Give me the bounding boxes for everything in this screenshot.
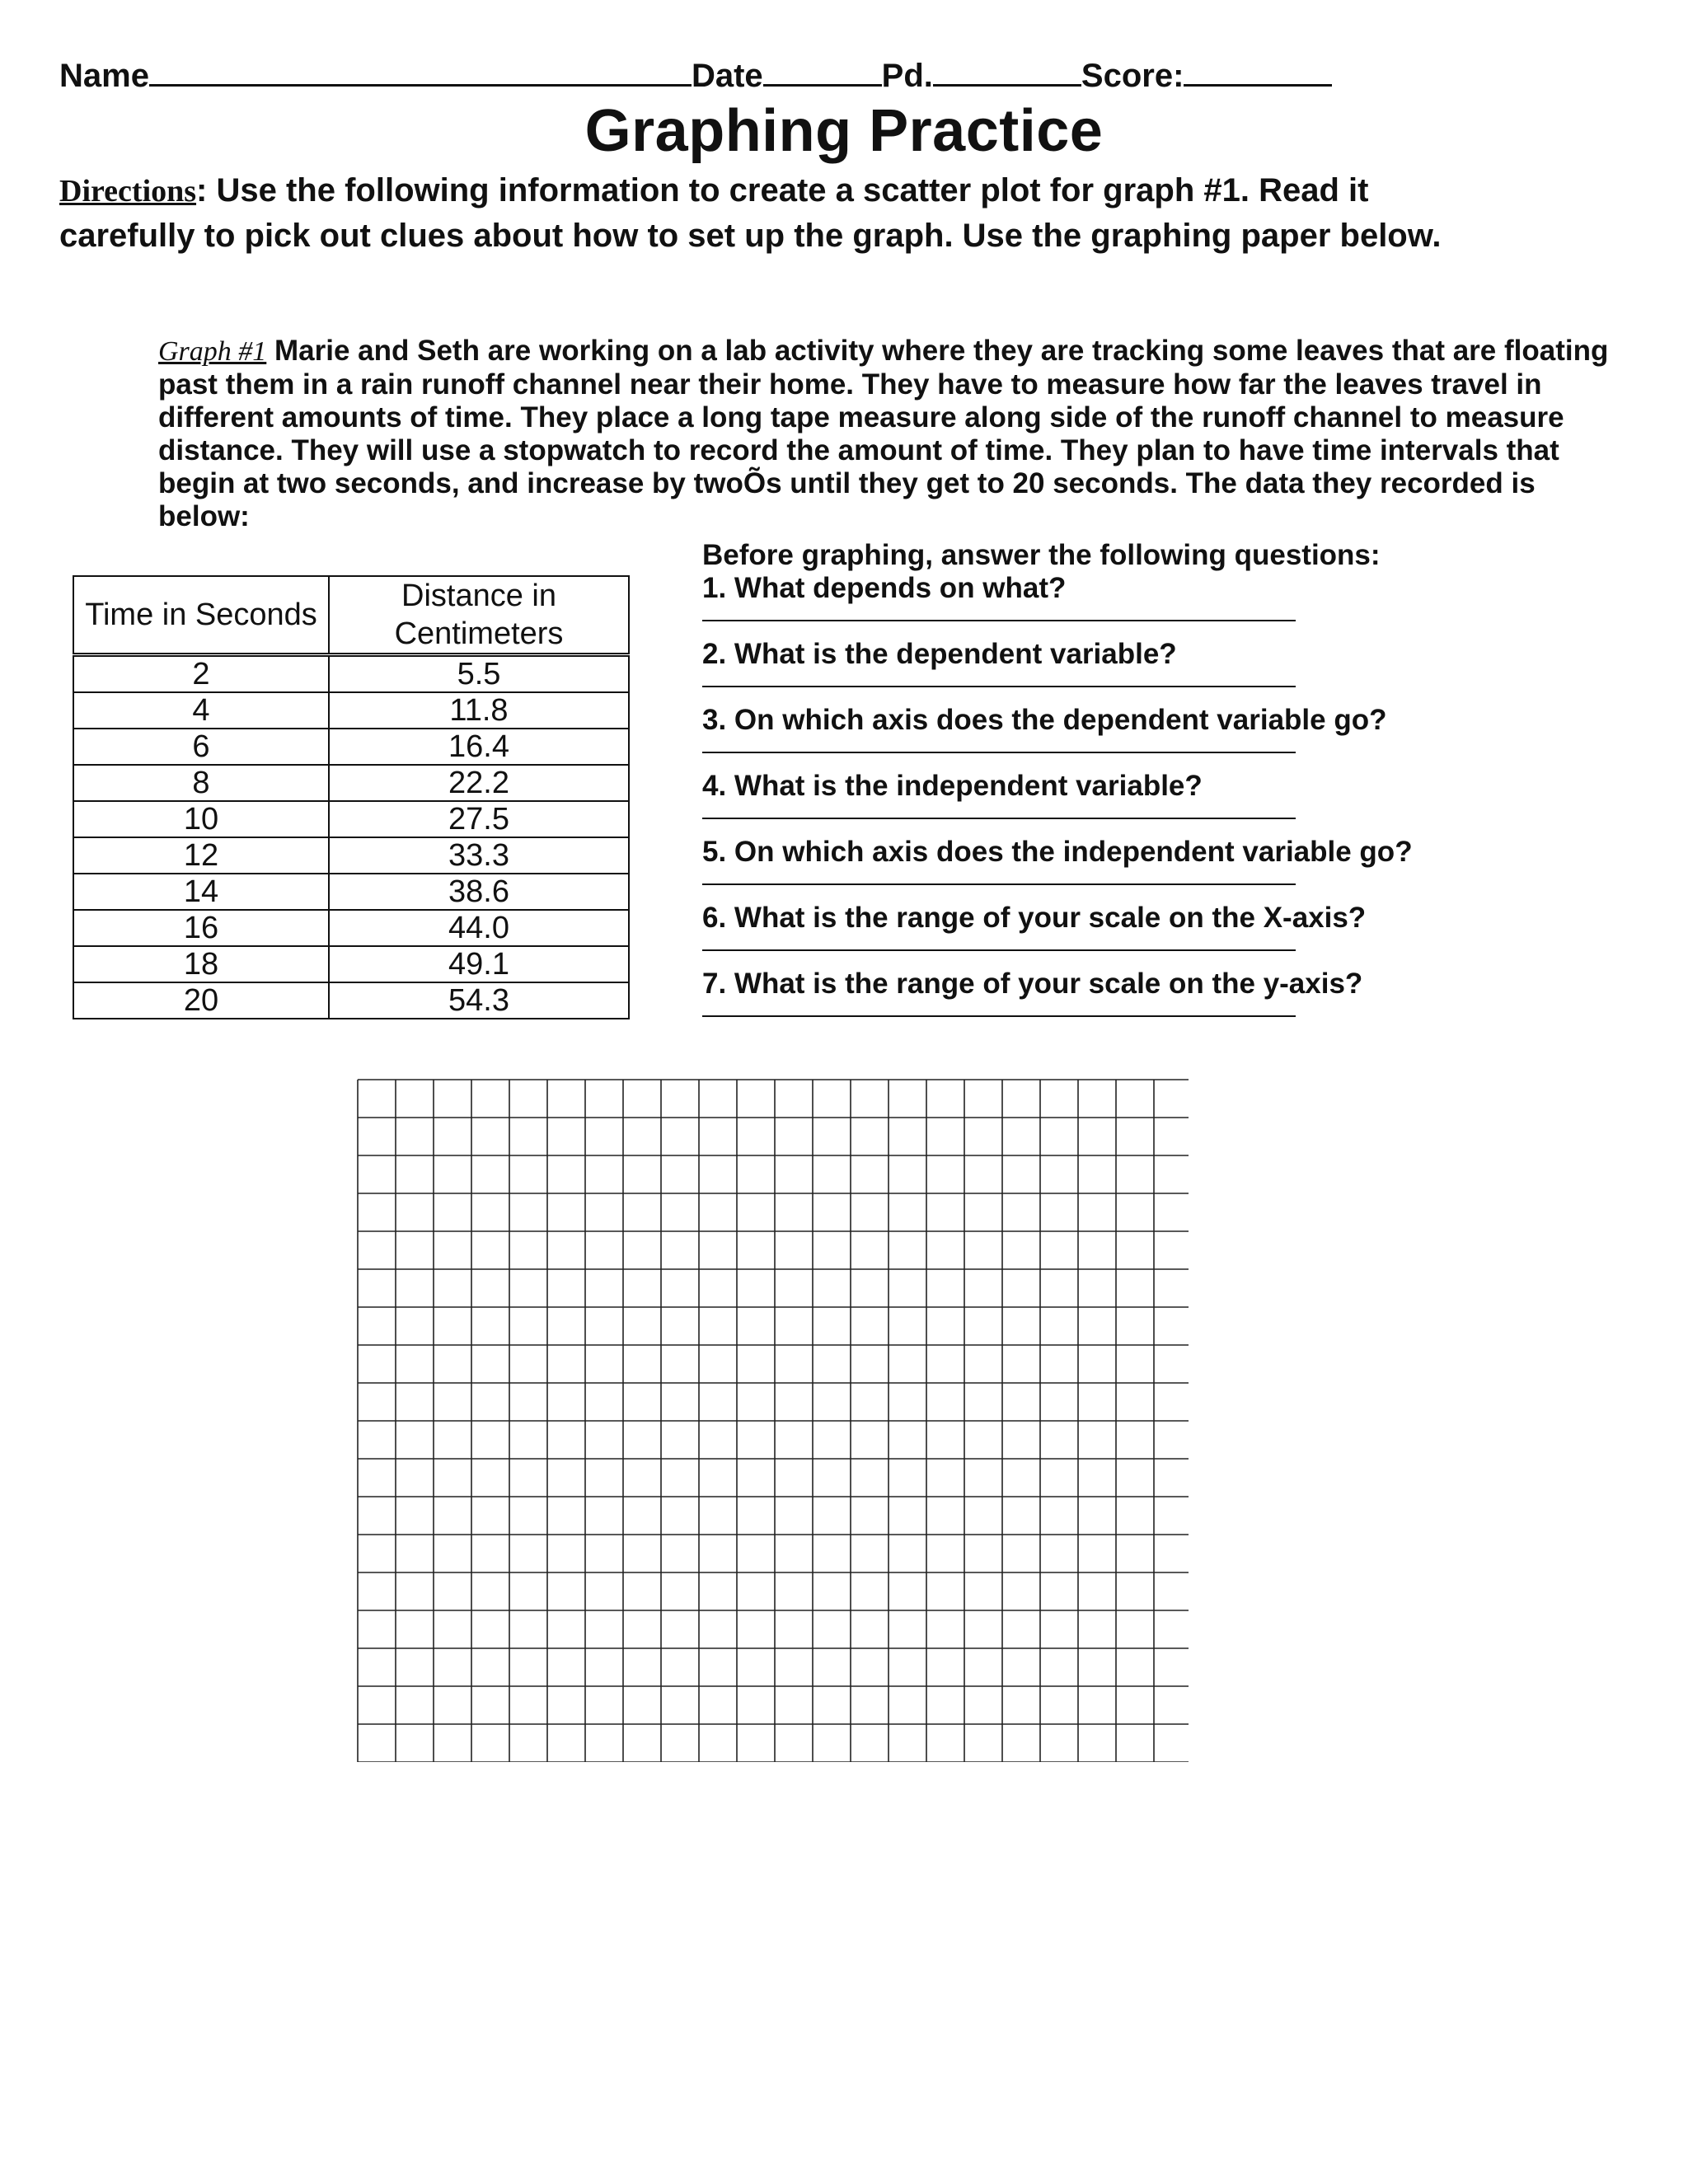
time-cell: 14 xyxy=(73,874,329,910)
score-blank[interactable] xyxy=(1184,56,1332,87)
date-label: Date xyxy=(691,58,763,94)
data-table xyxy=(73,575,630,1019)
answer-line[interactable] xyxy=(702,686,1296,687)
time-cell: 4 xyxy=(73,692,329,729)
table-row xyxy=(73,729,629,765)
table-header-distance: Distance in Centimeters xyxy=(329,576,629,655)
answer-line[interactable] xyxy=(702,1015,1296,1017)
scenario-paragraph xyxy=(158,335,1634,533)
time-cell: 2 xyxy=(73,655,329,693)
table-row xyxy=(73,874,629,910)
distance-cell: 44.0 xyxy=(329,910,629,946)
answer-line[interactable] xyxy=(702,883,1296,885)
directions-text-rest: carefully to pick out clues about how to set up the graph. Use the graphing paper below. xyxy=(59,218,1442,254)
question-1: 1. What depends on what? xyxy=(702,572,1067,604)
period-label: Pd. xyxy=(881,58,933,94)
question-5: 5. On which axis does the independent variable go? xyxy=(702,836,1413,868)
time-cell: 6 xyxy=(73,729,329,765)
time-cell: 10 xyxy=(73,801,329,837)
distance-cell: 11.8 xyxy=(329,692,629,729)
questions-intro: Before graphing, answer the following questions: xyxy=(702,539,1381,571)
distance-cell: 38.6 xyxy=(329,874,629,910)
distance-cell: 22.2 xyxy=(329,765,629,801)
answer-line[interactable] xyxy=(702,818,1296,819)
table-row xyxy=(73,982,629,1019)
answer-line[interactable] xyxy=(702,752,1296,753)
page-title: Graphing Practice xyxy=(584,98,1104,164)
time-cell: 16 xyxy=(73,910,329,946)
answer-line[interactable] xyxy=(702,949,1296,951)
distance-cell: 49.1 xyxy=(329,946,629,982)
question-6: 6. What is the range of your scale on the X-axis? xyxy=(702,902,1367,934)
score-label: Score: xyxy=(1081,58,1184,94)
header-line xyxy=(59,56,1332,95)
directions xyxy=(59,163,1625,256)
answer-line[interactable] xyxy=(702,620,1296,621)
date-blank[interactable] xyxy=(763,56,882,87)
table-row xyxy=(73,910,629,946)
table-row xyxy=(73,801,629,837)
table-header-row xyxy=(73,576,629,655)
table-row xyxy=(73,946,629,982)
directions-colon: : xyxy=(196,172,208,209)
directions-text-line1: Use the following information to create a scatter plot for graph #1. Read it xyxy=(207,172,1369,209)
period-blank[interactable] xyxy=(933,56,1081,87)
name-blank[interactable] xyxy=(149,56,692,87)
question-7: 7. What is the range of your scale on the y-axis? xyxy=(702,968,1363,1000)
scenario-label: Graph #1 xyxy=(158,336,267,367)
distance-cell: 54.3 xyxy=(329,982,629,1019)
graph-paper[interactable] xyxy=(356,1078,1189,1762)
table-row xyxy=(73,837,629,874)
time-cell: 20 xyxy=(73,982,329,1019)
table-row xyxy=(73,655,629,693)
time-cell: 8 xyxy=(73,765,329,801)
distance-cell: 27.5 xyxy=(329,801,629,837)
table-header-time: Time in Seconds xyxy=(73,576,329,655)
questions-section xyxy=(702,539,1650,1033)
time-cell: 18 xyxy=(73,946,329,982)
directions-label: Directions xyxy=(59,174,197,209)
scenario-text: Marie and Seth are working on a lab activity where they are tracking some leaves that are floating past them in a rain runoff channel near their home. They have to measure how far the leaves travel in different amounts of time. They place a long tape measure along side of the runoff channel to measure distance. They will use a stopwatch to record the amount of time. They plan to have time intervals that begin at two seconds, and increase by twoÕs until they get to 20 seconds. The data they recorded is below: xyxy=(158,335,1609,532)
time-cell: 12 xyxy=(73,837,329,874)
question-4: 4. What is the independent variable? xyxy=(702,770,1203,802)
distance-cell: 5.5 xyxy=(329,655,629,693)
table-row xyxy=(73,692,629,729)
distance-cell: 16.4 xyxy=(329,729,629,765)
question-2: 2. What is the dependent variable? xyxy=(702,638,1177,670)
distance-cell: 33.3 xyxy=(329,837,629,874)
table-row xyxy=(73,765,629,801)
name-label: Name xyxy=(59,58,149,94)
question-3: 3. On which axis does the dependent variable go? xyxy=(702,704,1387,736)
